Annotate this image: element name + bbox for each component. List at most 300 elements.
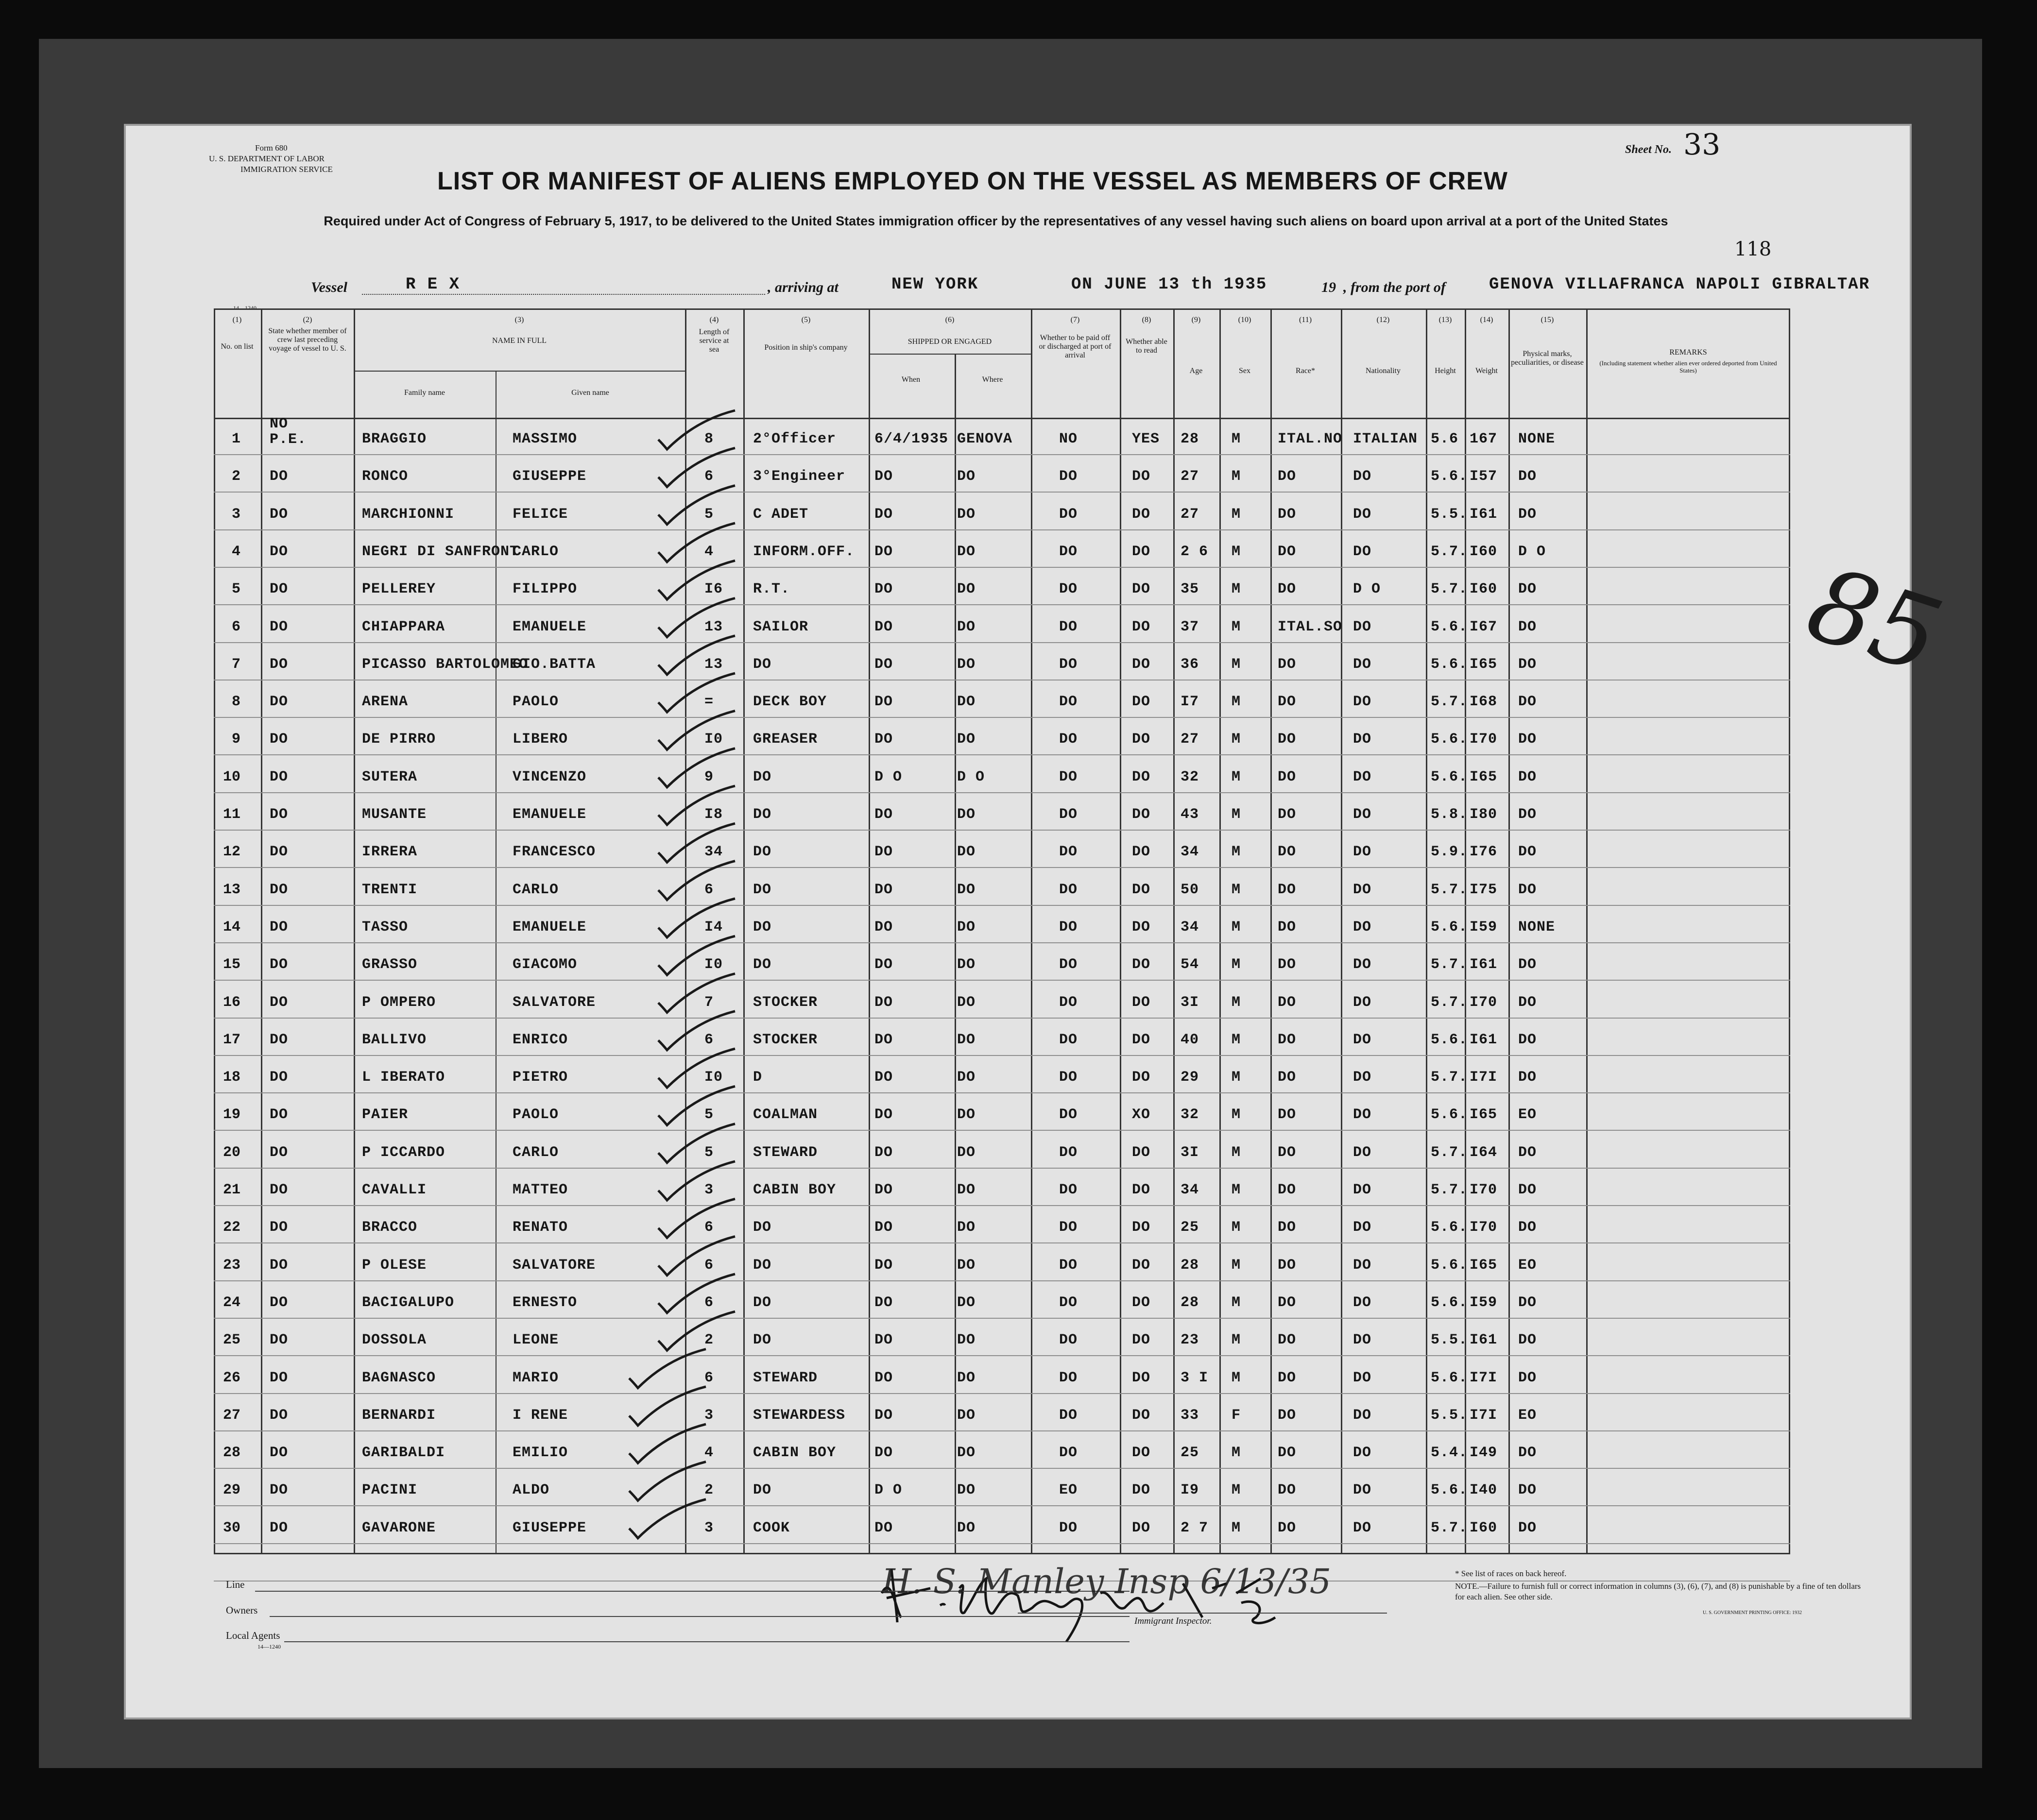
shipped-where-cell: DO [957, 1407, 976, 1424]
shipped-when-cell: 6/4/1935 [874, 431, 949, 447]
row-number-cell: 5 [231, 581, 240, 598]
previous-voyage-cell: DO [270, 506, 289, 523]
nationality-cell: DO [1353, 1332, 1372, 1349]
able-to-read-cell: YES [1132, 431, 1160, 447]
position-cell: GREASER [753, 731, 818, 748]
sex-cell: M [1232, 844, 1241, 861]
weight-cell: I65 [1470, 768, 1498, 785]
row-number-cell: 6 [231, 618, 240, 635]
year-label: 19 [1321, 279, 1336, 295]
position-cell: 2°Officer [753, 431, 837, 447]
shipped-when-cell: DO [874, 1144, 893, 1161]
service-length-cell: 6 [704, 1294, 714, 1311]
service-length-cell: 6 [704, 1031, 714, 1048]
physical-marks-cell: DO [1518, 844, 1537, 861]
sheet-label: Sheet No. [1625, 143, 1672, 156]
sheet-number: 33 [1683, 128, 1721, 162]
shipped-where-cell: DO [957, 506, 976, 523]
service-length-cell: 8 [704, 431, 714, 447]
sex-cell: M [1232, 1519, 1241, 1536]
family-name-cell: BALLIVO [362, 1031, 427, 1048]
nationality-cell: DO [1353, 768, 1372, 785]
service-length-cell: 3 [704, 1407, 714, 1424]
physical-marks-cell: DO [1518, 506, 1537, 523]
service-length-cell: 13 [704, 656, 723, 673]
weight-cell: I67 [1470, 618, 1498, 635]
department-name: U. S. DEPARTMENT OF LABOR [209, 154, 325, 163]
shipped-where-cell: DO [957, 543, 976, 560]
able-to-read-cell: DO [1132, 581, 1151, 598]
age-cell: 35 [1181, 581, 1199, 598]
check-mark [658, 1049, 735, 1088]
race-cell: DO [1278, 1257, 1297, 1274]
family-name-cell: P OMPERO [362, 994, 436, 1011]
row-number-cell: 20 [223, 1144, 240, 1161]
given-name-cell: ALDO [513, 1482, 550, 1499]
age-cell: 28 [1181, 1294, 1199, 1311]
column-header: Whether to be paid off or discharged at port of arrival [1039, 334, 1112, 359]
check-mark [658, 410, 735, 449]
races-note: * See list of races on back hereof. [1455, 1569, 1567, 1578]
column-header: Age [1189, 367, 1203, 375]
shipped-where-cell: DO [957, 806, 976, 823]
family-name-cell: DE PIRRO [362, 731, 436, 748]
race-cell: ITAL.NO [1278, 431, 1343, 447]
weight-cell: I65 [1470, 656, 1498, 673]
previous-voyage-cell: DO [270, 844, 289, 861]
family-name-cell: CAVALLI [362, 1182, 427, 1198]
able-to-read-cell: DO [1132, 844, 1151, 861]
check-mark [658, 861, 735, 900]
shipped-when-cell: DO [874, 543, 893, 560]
race-cell: DO [1278, 768, 1297, 785]
line-label: Line [226, 1579, 245, 1590]
row-number-cell: 26 [223, 1369, 240, 1386]
race-cell: DO [1278, 1519, 1297, 1536]
column-header: State whether member of crew last preceding voyage of vessel to U. S. [268, 327, 347, 353]
column-number: (13) [1438, 316, 1452, 324]
weight-cell: I60 [1470, 1519, 1498, 1536]
family-name-cell: GAVARONE [362, 1519, 436, 1536]
shipped-when-cell: DO [874, 1257, 893, 1274]
height-cell: 5.5. [1431, 1332, 1468, 1349]
previous-voyage-cell: DO [270, 1407, 289, 1424]
sex-cell: M [1232, 1257, 1241, 1274]
previous-voyage-cell: DO [270, 994, 289, 1011]
nationality-cell: DO [1353, 1369, 1372, 1386]
height-cell: 5.7. [1431, 694, 1468, 711]
weight-cell: I59 [1470, 919, 1498, 936]
family-name-cell: PELLEREY [362, 581, 436, 598]
position-cell: DO [753, 1482, 772, 1499]
age-cell: 27 [1181, 731, 1199, 748]
shipped-where-cell: DO [957, 919, 976, 936]
family-name-cell: NEGRI DI SANFRONT [362, 543, 519, 560]
service-length-cell: 3 [704, 1182, 714, 1198]
paid-off-cell: DO [1059, 1069, 1078, 1086]
weight-cell: I68 [1470, 694, 1498, 711]
manifest-sheet [124, 124, 1955, 1719]
sex-cell: M [1232, 919, 1241, 936]
given-name-cell: LIBERO [513, 731, 568, 748]
previous-voyage-cell: DO [270, 919, 289, 936]
position-cell: STEWARD [753, 1369, 818, 1386]
shipped-when-cell: DO [874, 694, 893, 711]
weight-cell: 167 [1470, 431, 1498, 447]
height-cell: 5.6. [1431, 1257, 1468, 1274]
shipped-where-cell: DO [957, 1332, 976, 1349]
column-number: (3) [514, 316, 524, 324]
shipped-when-cell: DO [874, 1332, 893, 1349]
nationality-cell: DO [1353, 1182, 1372, 1198]
able-to-read-cell: DO [1132, 881, 1151, 898]
column-subheader: Given name [571, 389, 609, 397]
family-name-cell: BACIGALUPO [362, 1294, 455, 1311]
age-cell: 27 [1181, 506, 1199, 523]
nationality-cell: DO [1353, 1106, 1372, 1123]
race-cell: DO [1278, 694, 1297, 711]
shipped-when-cell: DO [874, 1182, 893, 1198]
age-cell: 27 [1181, 468, 1199, 485]
race-cell: DO [1278, 731, 1297, 748]
nationality-cell: DO [1353, 956, 1372, 973]
nationality-cell: DO [1353, 1144, 1372, 1161]
row-number-cell: 21 [223, 1182, 240, 1198]
position-cell: 3°Engineer [753, 468, 846, 485]
physical-marks-cell: DO [1518, 1031, 1537, 1048]
arriving-label: , arriving at [768, 279, 839, 295]
age-cell: 32 [1181, 768, 1199, 785]
vessel-name: R E X [406, 275, 461, 294]
height-cell: 5.7. [1431, 543, 1468, 560]
inspector-label: Immigrant Inspector. [1134, 1616, 1212, 1626]
departure-ports: GENOVA VILLAFRANCA NAPOLI GIBRALTAR [1489, 275, 1870, 294]
able-to-read-cell: DO [1132, 1182, 1151, 1198]
given-name-cell: SALVATORE [513, 994, 596, 1011]
service-length-cell: 5 [704, 506, 714, 523]
given-name-cell: ENRICO [513, 1031, 568, 1048]
previous-voyage-cell: DO [270, 581, 289, 598]
race-cell: DO [1278, 1031, 1297, 1048]
position-cell: DO [753, 1257, 772, 1274]
shipped-where-cell: GENOVA [957, 431, 1013, 447]
shipped-when-cell: DO [874, 618, 893, 635]
service-length-cell: 5 [704, 1144, 714, 1161]
physical-marks-cell: DO [1518, 656, 1537, 673]
age-cell: 25 [1181, 1445, 1199, 1462]
check-marks [124, 124, 1912, 1719]
column-header: Race* [1296, 367, 1315, 375]
height-cell: 5.7. [1431, 881, 1468, 898]
family-name-cell: P ICCARDO [362, 1144, 445, 1161]
position-cell: R.T. [753, 581, 790, 598]
able-to-read-cell: DO [1132, 543, 1151, 560]
height-cell: 5.8. [1431, 806, 1468, 823]
shipped-when-cell: DO [874, 994, 893, 1011]
race-cell: DO [1278, 1294, 1297, 1311]
family-name-cell: L IBERATO [362, 1069, 445, 1086]
physical-marks-cell: DO [1518, 1144, 1537, 1161]
height-cell: 5.6. [1431, 1369, 1468, 1386]
physical-marks-cell: DO [1518, 1069, 1537, 1086]
age-cell: 34 [1181, 844, 1199, 861]
physical-marks-cell: DO [1518, 1482, 1537, 1499]
row-number-cell: 24 [223, 1294, 240, 1311]
height-cell: 5.9. [1431, 844, 1468, 861]
paid-off-cell: DO [1059, 1106, 1078, 1123]
service-length-cell: I8 [704, 806, 723, 823]
weight-cell: I61 [1470, 956, 1498, 973]
physical-marks-cell: DO [1518, 731, 1537, 748]
form-code: 14—1240 [233, 305, 257, 311]
paid-off-cell: DO [1059, 844, 1078, 861]
physical-marks-cell: DO [1518, 1182, 1537, 1198]
shipped-when-cell: DO [874, 919, 893, 936]
race-cell: DO [1278, 506, 1297, 523]
shipped-when-cell: DO [874, 1069, 893, 1086]
position-cell: INFORM.OFF. [753, 543, 855, 560]
sex-cell: M [1232, 618, 1241, 635]
sex-cell: M [1232, 468, 1241, 485]
service-length-cell: 6 [704, 1369, 714, 1386]
given-name-cell: FILIPPO [513, 581, 578, 598]
nationality-cell: DO [1353, 1445, 1372, 1462]
race-cell: DO [1278, 581, 1297, 598]
check-mark [629, 1424, 706, 1463]
column-header: SHIPPED OR ENGAGED [907, 338, 992, 346]
column-number: (15) [1541, 316, 1554, 324]
family-name-cell: TRENTI [362, 881, 418, 898]
check-mark [658, 1274, 735, 1313]
age-cell: 43 [1181, 806, 1199, 823]
sex-cell: M [1232, 1369, 1241, 1386]
row-number-cell: 13 [223, 881, 240, 898]
height-cell: 5.7. [1431, 1519, 1468, 1536]
column-number: (5) [801, 316, 811, 324]
shipped-where-cell: DO [957, 1519, 976, 1536]
physical-marks-cell: DO [1518, 468, 1537, 485]
form-subtitle: Required under Act of Congress of February 5, 1917, to be delivered to the United States immigration officer by the representatives of any vessel having such aliens on board upon arrival at a port of the United States [324, 214, 1668, 228]
service-length-cell: = [704, 694, 714, 711]
able-to-read-cell: DO [1132, 1031, 1151, 1048]
form-number: Form 680 [255, 143, 288, 153]
check-mark [658, 1011, 735, 1050]
age-cell: 3 I [1181, 1369, 1209, 1386]
given-name-cell: MASSIMO [513, 431, 578, 447]
physical-marks-cell: DO [1518, 806, 1537, 823]
age-cell: 2 7 [1181, 1519, 1209, 1536]
position-cell: DO [753, 768, 772, 785]
service-length-cell: 2 [704, 1332, 714, 1349]
previous-voyage-cell: DO [270, 1294, 289, 1311]
sex-cell: M [1232, 1182, 1241, 1198]
column-number: (1) [232, 316, 242, 324]
shipped-when-cell: DO [874, 1106, 893, 1123]
shipped-when-cell: DO [874, 1219, 893, 1236]
arrival-date: ON JUNE 13 th 1935 [1071, 275, 1267, 294]
column-header: Length of service at sea [699, 328, 730, 354]
given-name-cell: EMILIO [513, 1445, 568, 1462]
row-number-cell: 3 [231, 506, 240, 523]
able-to-read-cell: DO [1132, 506, 1151, 523]
row-number-cell: 9 [231, 731, 240, 748]
physical-marks-cell: EO [1518, 1407, 1537, 1424]
sex-cell: M [1232, 956, 1241, 973]
position-cell: DO [753, 1219, 772, 1236]
paid-off-cell: DO [1059, 919, 1078, 936]
family-name-cell: MUSANTE [362, 806, 427, 823]
inspector-signature-line [1018, 1613, 1387, 1614]
weight-cell: I40 [1470, 1482, 1498, 1499]
physical-marks-cell: DO [1518, 694, 1537, 711]
check-mark [658, 974, 735, 1013]
height-cell: 5.6. [1431, 768, 1468, 785]
service-length-cell: 9 [704, 768, 714, 785]
height-cell: 5.5. [1431, 506, 1468, 523]
sex-cell: M [1232, 1294, 1241, 1311]
physical-marks-cell: DO [1518, 1332, 1537, 1349]
row-number-cell: 29 [223, 1482, 240, 1499]
agents-label: Local Agents [226, 1630, 280, 1641]
family-name-cell: SUTERA [362, 768, 418, 785]
nationality-cell: DO [1353, 543, 1372, 560]
check-mark [658, 899, 735, 937]
race-cell: DO [1278, 994, 1297, 1011]
check-mark [658, 1311, 735, 1350]
shipped-where-cell: DO [957, 468, 976, 485]
race-cell: DO [1278, 468, 1297, 485]
previous-voyage-cell: DO [270, 1106, 289, 1123]
weight-cell: I57 [1470, 468, 1498, 485]
given-name-cell: EMANUELE [513, 919, 587, 936]
nationality-cell: DO [1353, 1407, 1372, 1424]
position-cell: CABIN BOY [753, 1182, 837, 1198]
paid-off-cell: DO [1059, 881, 1078, 898]
given-name-cell: LEONE [513, 1332, 559, 1349]
position-cell: DO [753, 919, 772, 936]
sex-cell: M [1232, 543, 1241, 560]
previous-voyage-cell: DO [270, 1445, 289, 1462]
service-length-cell: 3 [704, 1519, 714, 1536]
position-cell: C ADET [753, 506, 809, 523]
check-mark [658, 1237, 735, 1276]
previous-voyage-cell: DO [270, 618, 289, 635]
margin-handwritten-number: 85 [1794, 544, 1955, 697]
column-number: (4) [709, 316, 719, 324]
position-cell: DECK BOY [753, 694, 827, 711]
nationality-cell: DO [1353, 881, 1372, 898]
service-length-cell: 13 [704, 618, 723, 635]
family-name-cell: DOSSOLA [362, 1332, 427, 1349]
given-name-cell: EMANUELE [513, 618, 587, 635]
age-cell: 54 [1181, 956, 1199, 973]
position-cell: DO [753, 1294, 772, 1311]
race-cell: DO [1278, 1482, 1297, 1499]
able-to-read-cell: DO [1132, 1445, 1151, 1462]
given-name-cell: CARLO [513, 881, 559, 898]
weight-cell: I7I [1470, 1407, 1498, 1424]
arriving-port: NEW YORK [891, 275, 979, 294]
previous-voyage-cell: DO [270, 1069, 289, 1086]
given-name-cell: MARIO [513, 1369, 559, 1386]
previous-voyage-cell: DO [270, 543, 289, 560]
service-length-cell: 4 [704, 543, 714, 560]
row-number-cell: 27 [223, 1407, 240, 1424]
weight-cell: I64 [1470, 1144, 1498, 1161]
shipped-where-cell: DO [957, 956, 976, 973]
height-cell: 5.4. [1431, 1445, 1468, 1462]
previous-voyage-cell: DO [270, 956, 289, 973]
shipped-when-cell: DO [874, 1407, 893, 1424]
previous-voyage-cell: DO [270, 1182, 289, 1198]
race-cell: ITAL.SO [1278, 618, 1343, 635]
paid-off-cell: DO [1059, 1294, 1078, 1311]
paid-off-cell: DO [1059, 768, 1078, 785]
sex-cell: M [1232, 1445, 1241, 1462]
height-cell: 5.6. [1431, 919, 1468, 936]
given-name-cell: GIUSEPPE [513, 468, 587, 485]
column-subheader: When [901, 375, 921, 384]
paid-off-cell: DO [1059, 1257, 1078, 1274]
page-title: LIST OR MANIFEST OF ALIENS EMPLOYED ON THE VESSEL AS MEMBERS OF CREW [437, 167, 1508, 195]
position-cell: DO [753, 806, 772, 823]
able-to-read-cell: DO [1132, 956, 1151, 973]
shipped-where-cell: DO [957, 1182, 976, 1198]
age-cell: 29 [1181, 1069, 1199, 1086]
owners-label: Owners [226, 1604, 258, 1616]
age-cell: 28 [1181, 1257, 1199, 1274]
column-number: (7) [1070, 316, 1080, 324]
weight-cell: I65 [1470, 1106, 1498, 1123]
given-name-cell: GIACOMO [513, 956, 578, 973]
service-length-cell: 4 [704, 1445, 714, 1462]
paid-off-cell: NO [1059, 431, 1078, 447]
weight-cell: I80 [1470, 806, 1498, 823]
able-to-read-cell: DO [1132, 1294, 1151, 1311]
position-cell: DO [753, 844, 772, 861]
paid-off-cell: EO [1059, 1482, 1078, 1499]
nationality-cell: DO [1353, 1031, 1372, 1048]
able-to-read-cell: DO [1132, 768, 1151, 785]
service-length-cell: I0 [704, 956, 723, 973]
family-name-cell: PAIER [362, 1106, 409, 1123]
nationality-cell: DO [1353, 1482, 1372, 1499]
column-number: (9) [1191, 316, 1201, 324]
paid-off-cell: DO [1059, 1182, 1078, 1198]
paid-off-cell: DO [1059, 1407, 1078, 1424]
able-to-read-cell: DO [1132, 731, 1151, 748]
able-to-read-cell: DO [1132, 694, 1151, 711]
position-cell: STEWARDESS [753, 1407, 846, 1424]
previous-voyage-cell: DO [270, 1144, 289, 1161]
nationality-cell: DO [1353, 844, 1372, 861]
row-number-cell: 2 [231, 468, 240, 485]
age-cell: 2 6 [1181, 543, 1209, 560]
previous-voyage-cell: DO [270, 731, 289, 748]
paid-off-cell: DO [1059, 468, 1078, 485]
given-name-cell: SALVATORE [513, 1257, 596, 1274]
family-name-cell: BRAGGIO [362, 431, 427, 447]
service-length-cell: I6 [704, 581, 723, 598]
row-number-cell: 15 [223, 956, 240, 973]
race-cell: DO [1278, 881, 1297, 898]
weight-cell: I61 [1470, 1031, 1498, 1048]
column-header: REMARKS [1669, 348, 1707, 357]
service-length-cell: 6 [704, 881, 714, 898]
sex-cell: M [1232, 1069, 1241, 1086]
family-name-cell: BAGNASCO [362, 1369, 436, 1386]
column-subheader: Where [982, 375, 1003, 384]
